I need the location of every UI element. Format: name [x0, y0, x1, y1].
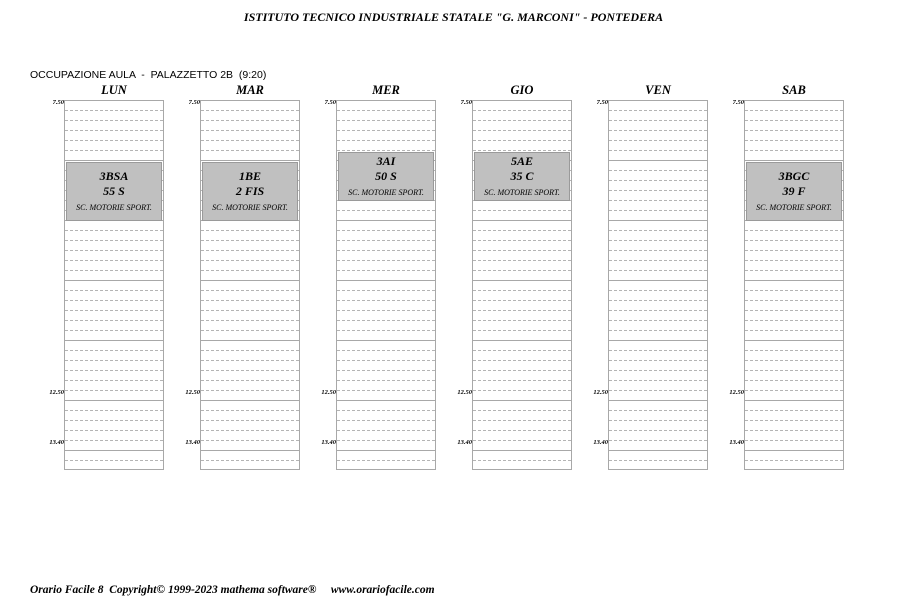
time-label-end: 13.40 — [185, 439, 200, 446]
grid-line — [609, 200, 707, 201]
time-label-mid: 12.50 — [457, 389, 472, 396]
grid-line — [745, 150, 843, 151]
grid-line — [65, 130, 163, 131]
school-title: ISTITUTO TECNICO INDUSTRIALE STATALE "G. MARCONI" - PONTEDERA — [243, 10, 664, 24]
grid-line — [201, 330, 299, 331]
grid-line — [745, 300, 843, 301]
grid-line — [337, 380, 435, 381]
grid-line — [65, 450, 163, 451]
grid-line — [609, 380, 707, 381]
grid-line — [201, 140, 299, 141]
grid-line — [65, 380, 163, 381]
grid-line — [745, 310, 843, 311]
grid-line — [473, 220, 571, 221]
grid-line — [745, 410, 843, 411]
lesson-block[interactable] — [66, 162, 162, 221]
grid-line — [609, 280, 707, 281]
grid-line — [745, 140, 843, 141]
grid-line — [337, 260, 435, 261]
grid-line — [337, 290, 435, 291]
grid-line — [337, 350, 435, 351]
lesson-class: 3AI — [376, 153, 396, 168]
time-label-end: 13.40 — [49, 439, 64, 446]
lesson-subject: SC. MOTORIE SPORT. — [348, 187, 424, 197]
time-label-mid: 12.50 — [729, 389, 744, 396]
grid-line — [65, 230, 163, 231]
grid-line — [337, 420, 435, 421]
lesson-class: 5AE — [510, 153, 533, 168]
grid-line — [609, 420, 707, 421]
grid-line — [609, 130, 707, 131]
grid-line — [65, 460, 163, 461]
grid-line — [65, 280, 163, 281]
grid-line — [745, 250, 843, 251]
grid-line — [201, 410, 299, 411]
lesson-block[interactable] — [474, 152, 570, 201]
grid-line — [65, 430, 163, 431]
grid-line — [337, 440, 435, 441]
grid-line — [745, 350, 843, 351]
grid-line — [745, 110, 843, 111]
day-name: LUN — [101, 83, 127, 97]
grid-line — [473, 230, 571, 231]
grid-line — [609, 150, 707, 151]
day-name: MER — [372, 83, 400, 97]
time-label-end: 13.40 — [729, 439, 744, 446]
room-occupancy-subtitle: OCCUPAZIONE AULA - PALAZZETTO 2B (9:20) — [30, 69, 267, 81]
grid-line — [337, 430, 435, 431]
grid-line — [65, 110, 163, 111]
lesson-class: 1BE — [238, 168, 261, 183]
grid-line — [609, 410, 707, 411]
lesson-room: 55 S — [103, 183, 125, 198]
grid-line — [473, 240, 571, 241]
grid-line — [473, 410, 571, 411]
day-grid — [472, 100, 572, 470]
grid-line — [609, 290, 707, 291]
time-label-end: 13.40 — [457, 439, 472, 446]
grid-line — [201, 160, 299, 161]
day-name: GIO — [510, 83, 534, 97]
grid-line — [65, 250, 163, 251]
grid-line — [201, 420, 299, 421]
lesson-block[interactable] — [746, 162, 842, 221]
grid-line — [337, 370, 435, 371]
grid-line — [609, 260, 707, 261]
grid-line — [337, 130, 435, 131]
grid-line — [473, 430, 571, 431]
grid-line — [745, 430, 843, 431]
grid-line — [337, 280, 435, 281]
grid-line — [65, 360, 163, 361]
grid-line — [745, 420, 843, 421]
lesson-subject: SC. MOTORIE SPORT. — [76, 202, 152, 212]
grid-line — [201, 320, 299, 321]
grid-line — [473, 400, 571, 401]
grid-line — [201, 240, 299, 241]
grid-line — [337, 250, 435, 251]
grid-line — [609, 460, 707, 461]
grid-line — [65, 290, 163, 291]
time-label-mid: 12.50 — [593, 389, 608, 396]
grid-line — [337, 450, 435, 451]
grid-line — [609, 120, 707, 121]
grid-line — [65, 300, 163, 301]
lesson-block[interactable] — [202, 162, 298, 221]
grid-line — [745, 460, 843, 461]
grid-line — [473, 120, 571, 121]
grid-line — [201, 350, 299, 351]
grid-line — [609, 360, 707, 361]
footer-copyright: Orario Facile 8 Copyright© 1999-2023 mathema software® www.orariofacile.com — [30, 584, 435, 596]
grid-line — [609, 350, 707, 351]
grid-line — [745, 270, 843, 271]
grid-line — [201, 360, 299, 361]
grid-line — [337, 230, 435, 231]
grid-line — [201, 280, 299, 281]
grid-line — [609, 210, 707, 211]
grid-line — [201, 300, 299, 301]
grid-line — [609, 450, 707, 451]
grid-line — [65, 270, 163, 271]
grid-line — [201, 370, 299, 371]
grid-line — [473, 440, 571, 441]
grid-line — [745, 390, 843, 391]
grid-line — [201, 430, 299, 431]
grid-line — [473, 370, 571, 371]
grid-line — [65, 320, 163, 321]
time-label-mid: 12.50 — [321, 389, 336, 396]
lesson-room: 39 F — [782, 183, 806, 198]
grid-line — [609, 180, 707, 181]
grid-line — [745, 370, 843, 371]
time-label-end: 13.40 — [593, 439, 608, 446]
day-name: VEN — [645, 83, 671, 97]
grid-line — [65, 440, 163, 441]
grid-line — [65, 390, 163, 391]
grid-line — [201, 440, 299, 441]
time-label-mid: 12.50 — [49, 389, 64, 396]
grid-line — [609, 110, 707, 111]
lesson-room: 2 FIS — [235, 183, 265, 198]
grid-line — [337, 310, 435, 311]
day-grid — [200, 100, 300, 470]
grid-line — [201, 390, 299, 391]
lesson-subject: SC. MOTORIE SPORT. — [484, 187, 560, 197]
grid-line — [473, 450, 571, 451]
grid-line — [337, 330, 435, 331]
grid-line — [473, 310, 571, 311]
grid-line — [337, 210, 435, 211]
time-label-start: 7.50 — [324, 99, 336, 106]
grid-line — [65, 240, 163, 241]
grid-line — [473, 420, 571, 421]
grid-line — [201, 340, 299, 341]
grid-line — [201, 250, 299, 251]
day-grid — [744, 100, 844, 470]
grid-line — [473, 460, 571, 461]
time-label-mid: 12.50 — [185, 389, 200, 396]
grid-line — [65, 420, 163, 421]
grid-line — [609, 250, 707, 251]
grid-line — [609, 240, 707, 241]
grid-line — [609, 310, 707, 311]
grid-line — [745, 240, 843, 241]
grid-line — [337, 220, 435, 221]
grid-line — [609, 220, 707, 221]
grid-line — [473, 340, 571, 341]
grid-line — [337, 270, 435, 271]
grid-line — [337, 460, 435, 461]
grid-line — [201, 150, 299, 151]
grid-line — [337, 360, 435, 361]
grid-line — [473, 350, 571, 351]
grid-line — [473, 140, 571, 141]
grid-line — [337, 140, 435, 141]
grid-line — [745, 130, 843, 131]
grid-line — [65, 370, 163, 371]
grid-line — [201, 270, 299, 271]
grid-line — [201, 380, 299, 381]
grid-line — [473, 270, 571, 271]
grid-line — [201, 120, 299, 121]
day-grid — [64, 100, 164, 470]
lesson-subject: SC. MOTORIE SPORT. — [756, 202, 832, 212]
grid-line — [609, 430, 707, 431]
grid-line — [473, 280, 571, 281]
grid-line — [337, 340, 435, 341]
time-label-start: 7.50 — [732, 99, 744, 106]
grid-line — [65, 330, 163, 331]
day-grid — [336, 100, 436, 470]
grid-line — [337, 300, 435, 301]
grid-line — [609, 330, 707, 331]
grid-line — [609, 170, 707, 171]
grid-line — [473, 210, 571, 211]
grid-line — [609, 270, 707, 271]
grid-line — [609, 440, 707, 441]
lesson-class: 3BSA — [99, 168, 129, 183]
grid-line — [609, 400, 707, 401]
grid-line — [201, 450, 299, 451]
grid-line — [745, 340, 843, 341]
grid-line — [473, 260, 571, 261]
grid-line — [473, 110, 571, 111]
grid-line — [473, 130, 571, 131]
grid-line — [745, 290, 843, 291]
grid-line — [201, 130, 299, 131]
grid-line — [65, 260, 163, 261]
grid-line — [473, 320, 571, 321]
grid-line — [201, 260, 299, 261]
grid-line — [473, 250, 571, 251]
grid-line — [337, 390, 435, 391]
grid-line — [745, 450, 843, 451]
grid-line — [65, 340, 163, 341]
grid-line — [473, 390, 571, 391]
grid-line — [609, 340, 707, 341]
lesson-room: 35 C — [510, 168, 534, 183]
grid-line — [745, 380, 843, 381]
lesson-class: 3BGC — [778, 168, 810, 183]
time-label-start: 7.50 — [596, 99, 608, 106]
grid-line — [65, 350, 163, 351]
grid-line — [65, 120, 163, 121]
grid-line — [745, 120, 843, 121]
time-label-end: 13.40 — [321, 439, 336, 446]
grid-line — [745, 160, 843, 161]
time-label-start: 7.50 — [188, 99, 200, 106]
grid-line — [745, 260, 843, 261]
grid-line — [745, 440, 843, 441]
lesson-subject: SC. MOTORIE SPORT. — [212, 202, 288, 212]
grid-line — [65, 160, 163, 161]
grid-line — [201, 230, 299, 231]
grid-line — [201, 290, 299, 291]
grid-line — [337, 150, 435, 151]
grid-line — [609, 300, 707, 301]
grid-line — [337, 320, 435, 321]
grid-line — [609, 390, 707, 391]
grid-line — [745, 330, 843, 331]
time-label-start: 7.50 — [52, 99, 64, 106]
grid-line — [65, 410, 163, 411]
day-grid — [608, 100, 708, 470]
day-name: SAB — [782, 83, 806, 97]
grid-line — [473, 330, 571, 331]
grid-line — [745, 400, 843, 401]
lesson-room: 50 S — [375, 168, 397, 183]
grid-line — [473, 300, 571, 301]
grid-line — [337, 240, 435, 241]
grid-line — [609, 320, 707, 321]
grid-line — [201, 400, 299, 401]
grid-line — [745, 280, 843, 281]
grid-line — [201, 460, 299, 461]
grid-line — [473, 360, 571, 361]
grid-line — [337, 110, 435, 111]
grid-line — [745, 230, 843, 231]
grid-line — [609, 370, 707, 371]
grid-line — [65, 310, 163, 311]
grid-line — [201, 110, 299, 111]
grid-line — [609, 230, 707, 231]
grid-line — [473, 380, 571, 381]
grid-line — [337, 400, 435, 401]
grid-line — [609, 140, 707, 141]
grid-line — [65, 400, 163, 401]
grid-line — [65, 140, 163, 141]
grid-line — [745, 320, 843, 321]
lesson-block[interactable] — [338, 152, 434, 201]
grid-line — [609, 190, 707, 191]
grid-line — [65, 150, 163, 151]
grid-line — [201, 310, 299, 311]
grid-line — [337, 410, 435, 411]
grid-line — [745, 360, 843, 361]
day-name: MAR — [236, 83, 264, 97]
grid-line — [473, 290, 571, 291]
grid-line — [609, 160, 707, 161]
grid-line — [337, 120, 435, 121]
time-label-start: 7.50 — [460, 99, 472, 106]
grid-line — [473, 150, 571, 151]
